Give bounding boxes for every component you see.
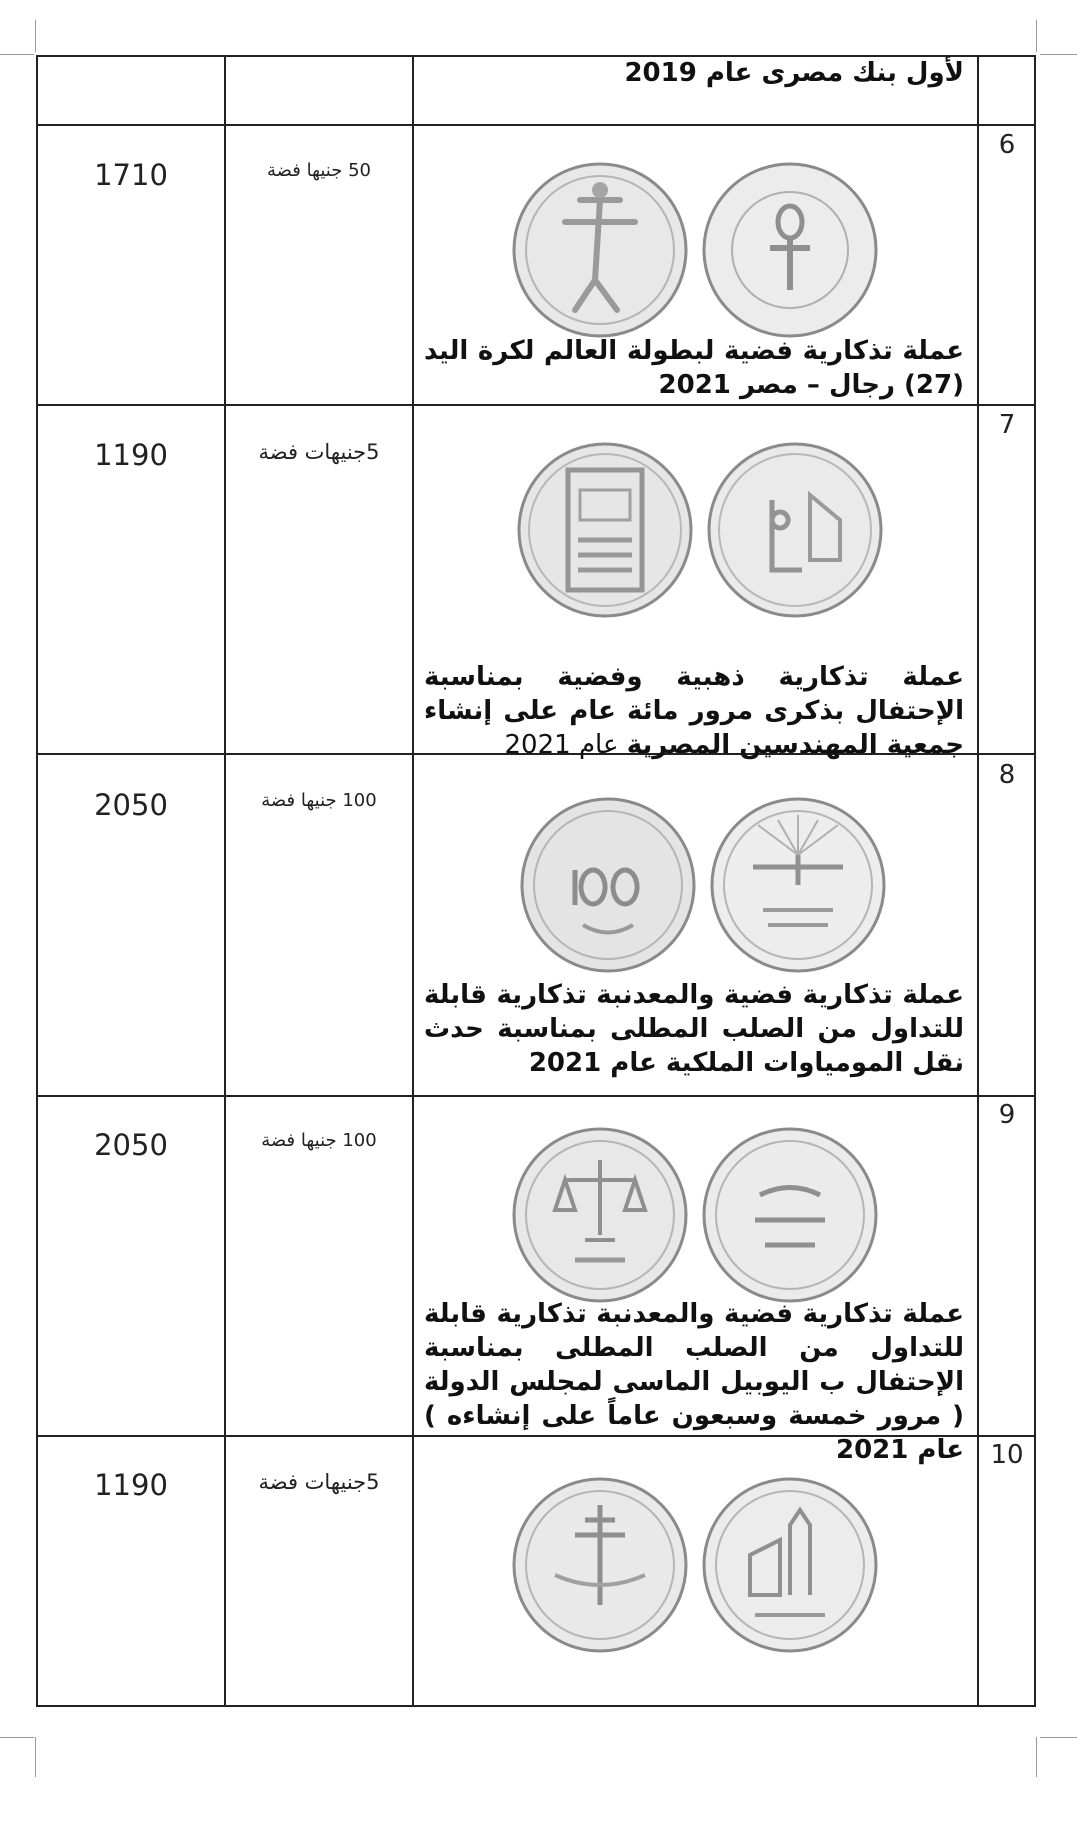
price-value: 1710 <box>94 158 168 192</box>
crop-mark-bottom-right-vertical <box>1036 1737 1037 1777</box>
denomination-label: 50 جنيها فضة <box>267 160 371 181</box>
council-of-state-value-coin <box>704 1129 876 1301</box>
coin-pair-image <box>513 795 893 975</box>
crop-mark-top-left-vertical <box>35 20 36 52</box>
price-value: 1190 <box>94 438 168 472</box>
coin-description: عملة تذكارية فضية والمعدنبة تذكارية قابلة للتداول من الصلب المطلى بمناسبة الإحتفال ب اليوبيل الماسى لمجلس الدولة ( مرور خمسة وسبعون عاماً على إنشاءه ) عام 2021 <box>424 1299 964 1465</box>
row-number: 7 <box>998 410 1016 440</box>
coin-pair-image <box>505 1125 885 1305</box>
church-building-coin <box>704 1479 876 1651</box>
cross-church-coin <box>514 1479 686 1651</box>
golden-parade-100-pounds-coin <box>522 799 694 971</box>
price-value: 2050 <box>94 788 168 822</box>
row-divider <box>36 1705 1036 1707</box>
column-divider <box>224 55 226 1707</box>
denomination-label: 5جنيهات فضة <box>258 440 380 464</box>
coin-description: عملة تذكارية فضية لبطولة العالم لكرة اليد (27) رجال – مصر 2021 <box>424 336 964 400</box>
description-main-text: عملة تذكارية ذهبية وفضية بمناسبة الإحتفال بذكرى مرور مائة عام على إنشاء جمعية المهندسين المصرية <box>424 662 964 760</box>
row-number: 9 <box>998 1100 1016 1130</box>
price-value: 1190 <box>94 1468 168 1502</box>
crop-mark-bottom-left-horizontal <box>0 1737 34 1738</box>
pharaohs-golden-parade-coin <box>712 799 884 971</box>
row-number: 6 <box>998 130 1016 160</box>
column-divider <box>412 55 414 1707</box>
coin-pair-image <box>505 160 885 340</box>
engineers-society-coin-obverse <box>519 444 691 616</box>
row-number: 8 <box>998 760 1016 790</box>
column-divider <box>36 55 38 1707</box>
price-value: 2050 <box>94 1128 168 1162</box>
denomination-label: 100 جنيها فضة <box>261 1130 377 1151</box>
row-divider <box>36 124 1036 126</box>
crop-mark-top-right-horizontal <box>1040 54 1077 55</box>
row-number: 10 <box>990 1440 1024 1470</box>
previous-row-description-fragment: لأول بنك مصرى عام 2019 <box>624 58 964 88</box>
engineers-society-coin-reverse <box>709 444 881 616</box>
row-divider <box>36 1095 1036 1097</box>
coin-pair-image <box>505 1475 885 1655</box>
coin-description: عملة تذكارية فضية والمعدنبة تذكارية قابلة للتداول من الصلب المطلى بمناسبة حدث نقل المومياوات الملكية عام 2021 <box>424 980 964 1078</box>
ankh-coin-reverse <box>704 164 876 336</box>
description-year-text: عام 2021 <box>504 730 627 760</box>
crop-mark-top-right-vertical <box>1036 20 1037 52</box>
row-divider <box>36 404 1036 406</box>
crop-mark-bottom-right-horizontal <box>1040 1737 1077 1738</box>
coin-pair-image <box>510 440 890 620</box>
coin-description <box>424 660 964 762</box>
handball-championship-coin-obverse <box>514 164 686 336</box>
council-of-state-scales-coin <box>514 1129 686 1301</box>
crop-mark-top-left-horizontal <box>0 54 34 55</box>
denomination-label: 5جنيهات فضة <box>258 1470 380 1494</box>
denomination-label: 100 جنيها فضة <box>261 790 377 811</box>
crop-mark-bottom-left-vertical <box>35 1737 36 1777</box>
